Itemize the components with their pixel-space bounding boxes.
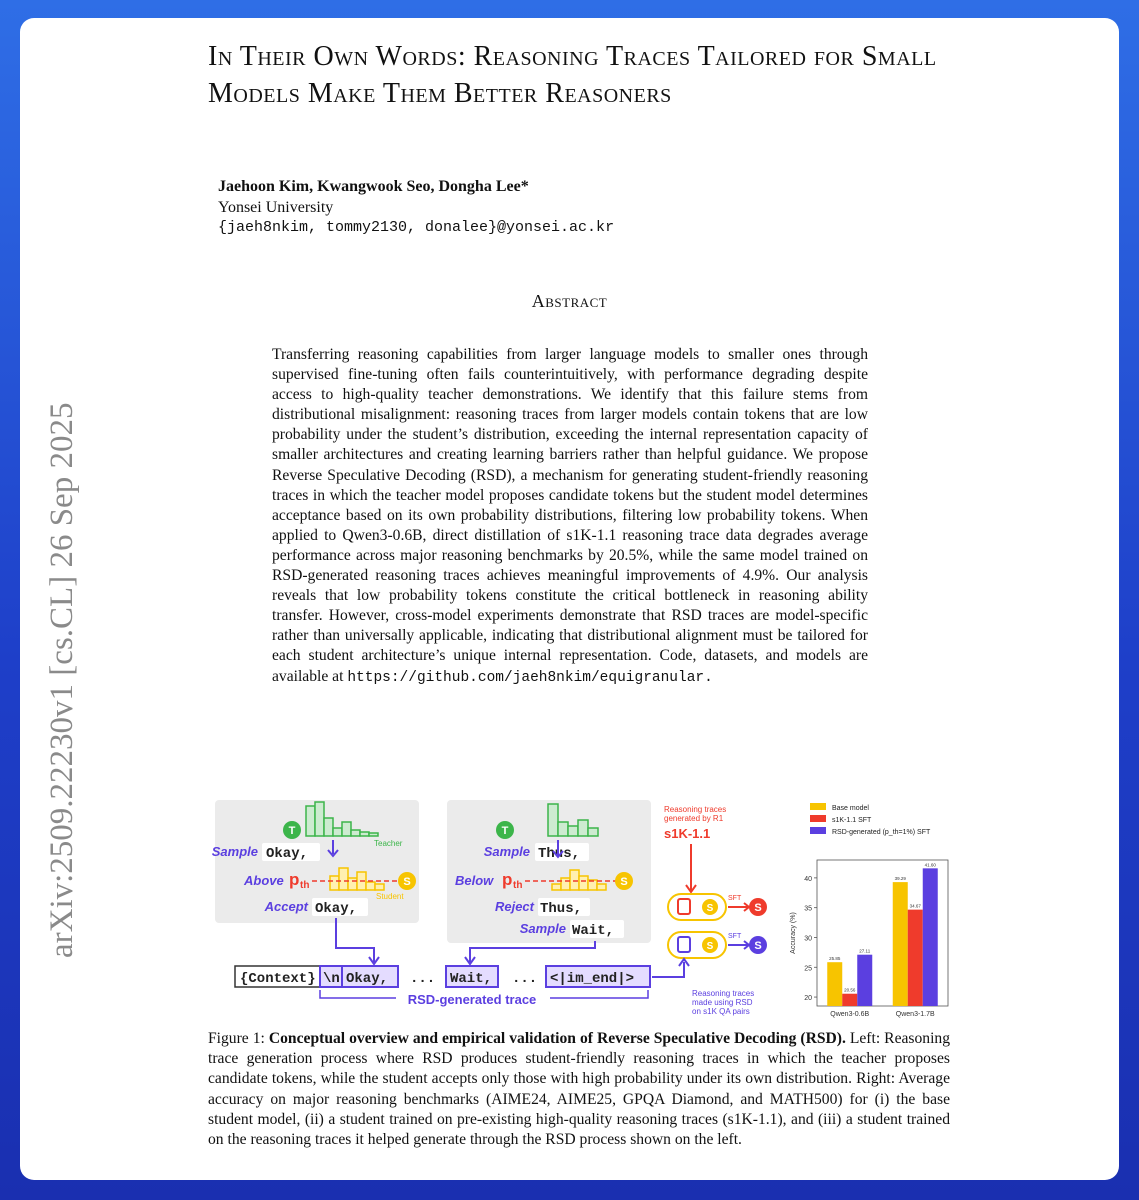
bar-value-label: 27.11 [859,948,871,954]
abstract-body [272,345,868,688]
bar [893,882,908,1006]
accuracy-bar-chart [790,803,948,1018]
student-badge-purple-letter: S [754,940,762,952]
abstract-heading: Abstract [531,291,608,311]
legend-swatch [810,815,826,822]
pth-2: p [502,870,513,889]
seq-okay: Okay, [346,971,389,987]
sft-label-2: SFT [728,933,742,940]
bar [923,868,938,1006]
sample-token-2: Thus, [538,846,581,862]
pth-1-sub: th [300,880,310,891]
bar [908,910,923,1006]
accept-label: Accept [264,899,308,914]
y-tick-label: 30 [804,935,812,943]
pth-1: p [289,870,300,889]
student-caption: Student [376,892,404,901]
y-tick-label: 20 [804,995,812,1003]
sample-label-2: Sample [483,844,530,859]
bar [842,994,857,1006]
legend-entry: s1K-1.1 SFT [832,817,872,824]
code-url-link[interactable]: https://github.com/jaeh8nkim/equigranular. [347,669,713,686]
legend-swatch [810,827,826,834]
bar [857,955,872,1006]
bar-value-label: 41.60 [924,862,936,868]
y-tick-label: 25 [804,965,812,973]
paper-page [20,18,1119,1180]
seq-ellipsis-2: ... [512,971,538,987]
abstract-text: Transferring reasoning capabilities from larger language models to smaller ones through supervised fine-tuning often fails counterintuitively, with performance degrading despite access to high-quality teacher demonstrations. We identify that this failure stems from distributional misalignment: reasoning traces from larger models contain tokens that are low probability under the student’s distribution, exceeding the internal representation capacity of smaller architectures and creating learning barriers rather than helpful guidance. We propose Reverse Speculative Decoding (RSD), a mechanism for generating student-friendly reasoning traces in which the teacher model proposes candidate tokens but the student model determines acceptance based on its own probability distributions, filtering low probability tokens. When applied to Qwen3-0.6B, direct distillation of s1K-1.1 reasoning trace data degrades average performance across major reasoning benchmarks by 20.5%, while the same model trained on RSD-generated reasoning traces achieves meaningful improvements of 4.9%. Our analysis reveals that low probability tokens constitute the critical bottleneck in reasoning ability transfer. However, cross-model experiments demonstrate that RSD traces are model-specific rather than universally applicable, indicating that distributional alignment must be tailored for each student architecture’s unique internal representation. Code, datasets, and models are available at [272,346,868,685]
sft-label-1: SFT [728,895,742,902]
bar-value-label: 25.85 [829,956,841,962]
bar-value-label: 20.56 [844,987,856,993]
seq-wait: Wait, [450,971,493,987]
trace-label: RSD-generated trace [407,992,537,1007]
resample-label: Sample [519,921,566,936]
below-label: Below [455,873,494,888]
teacher-badge-2-letter: T [501,825,509,837]
bar-value-label: 39.29 [894,876,906,882]
rsd-note-line2: made using RSD [692,998,753,1007]
authors: Jaehoon Kim, Kwangwook Seo, Dongha Lee* [218,178,529,195]
arxiv-sidebar-id: arXiv:2509.22230v1 [cs.CL] 26 Sep 2025 [44,402,80,958]
above-label: Above [244,873,284,888]
seq-im-end: <|im_end|> [550,971,635,987]
paper-title: In Their Own Words: Reasoning Traces Tailored for Small Models Make Them Better Reasoners [208,41,937,109]
legend-swatch [810,803,826,810]
seq-ellipsis-1: ... [410,971,436,987]
affiliation: Yonsei University [218,199,334,216]
s1k-label: s1K-1.1 [664,826,711,841]
accept-token: Okay, [315,901,358,917]
sample-label-1: Sample [211,844,258,859]
legend-entry: RSD-generated (p_th=1%) SFT [832,829,931,836]
r1-note-line1: Reasoning traces [664,805,727,814]
pth-2-sub: th [513,880,523,891]
y-axis-label: Accuracy (%) [790,912,797,954]
seq-context: {Context} [240,971,316,987]
caption-label: Figure 1: [208,1030,265,1047]
r1-note-line2: generated by R1 [664,814,724,823]
legend-entry: Base model [832,805,869,812]
bar [827,962,842,1006]
student-badge-1-letter: S [403,876,411,888]
x-tick-label: Qwen3-1.7B [895,1011,935,1018]
figure-1 [200,798,960,1028]
resample-token: Wait, [572,923,615,939]
student-badge-3-letter: S [706,903,714,914]
caption-text: Left: Reasoning trace generation process where RSD produces student-friendly reasoning traces in which the teacher proposes candidate tokens, while the student accepts only those with high probability under its own distribution. Right: Average accuracy on major reasoning benchmarks (AIME24, AIME25, GPQA Diamond, and MATH500) for (i) the base student model, (ii) a student trained on pre-existing high-quality reasoning traces (s1K-1.1), and (iii) a student trained on the reasoning traces it helped generate through the RSD process shown on the left. [208,1030,950,1149]
bar-value-label: 34.67 [909,903,921,909]
rsd-note-line1: Reasoning traces [692,989,755,998]
caption-bold: Conceptual overview and empirical validation of Reverse Speculative Decoding (RSD). [268,1030,846,1047]
reject-label: Reject [494,899,534,914]
seq-newline: \n [323,971,340,987]
sample-token-1: Okay, [266,846,309,862]
reject-token: Thus, [540,901,583,917]
y-tick-label: 40 [804,875,812,883]
student-badge-red-letter: S [754,902,762,914]
y-tick-label: 35 [804,905,812,913]
figure-caption [208,1029,950,1150]
teacher-badge-1-letter: T [288,825,296,837]
rsd-note-line3: on s1K QA pairs [692,1007,750,1016]
student-badge-2-letter: S [620,876,628,888]
author-emails: {jaeh8nkim, tommy2130, donalee}@yonsei.ac.kr [218,219,615,236]
x-tick-label: Qwen3-0.6B [830,1011,870,1018]
student-badge-4-letter: S [706,941,714,952]
teacher-caption: Teacher [374,839,403,848]
